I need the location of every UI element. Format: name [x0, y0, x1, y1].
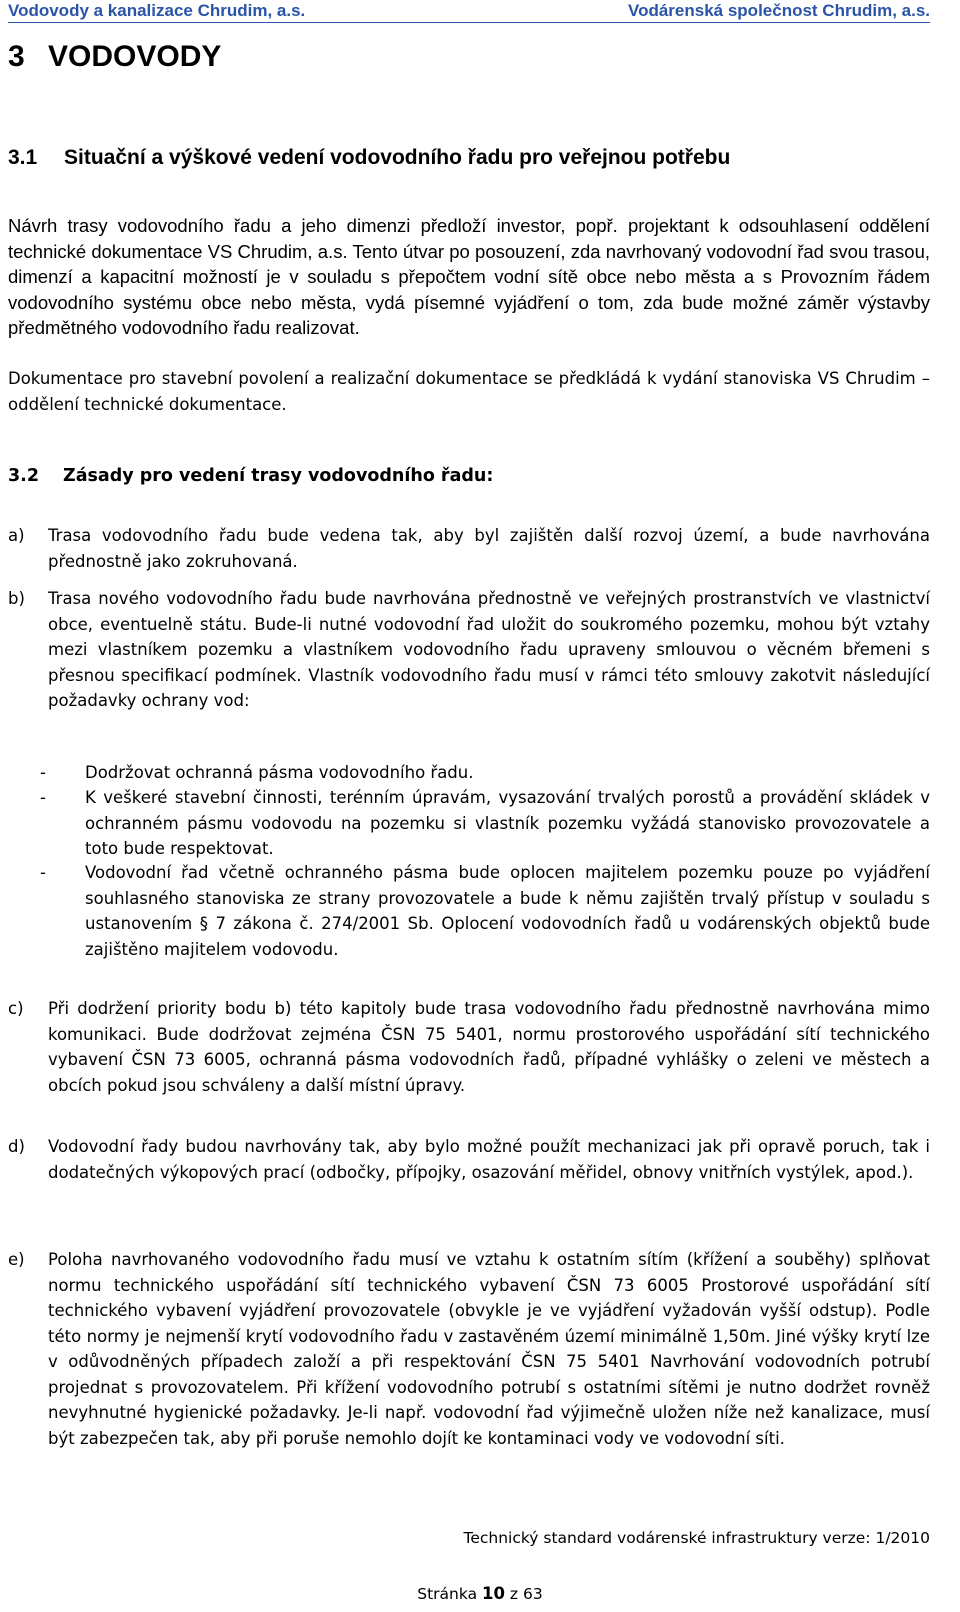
dash-marker: -: [40, 763, 46, 782]
dash-marker: -: [40, 788, 46, 807]
sub-item-text: Vodovodní řad včetně ochranného pásma bude oplocen majitelem pozemku pouze po vyjádření souhlasného stanoviska ze strany provozovatele a bude k němu zajištěn trvalý přístup v souladu s ustanovením § 7 zákona č. 274/2001 Sb. Oplocení vodovodních řadů u vodárenských objektů bude zajištěno majitelem vodovodu.: [85, 863, 930, 959]
list-item-text: Při dodržení priority bodu b) této kapitoly bude trasa vodovodního řadu přednostně navrhována mimo komunikaci. Bude dodržovat zejména ČSN 75 5401, normu prostorového uspořádání sítí technického vybavení ČSN 73 6005, ochranná pásma vodovodních řadů, případné vyhlášky o zeleni ve městech a obcích pokud jsou schváleny a další místní úpravy.: [48, 999, 930, 1095]
page-number: [0, 1584, 960, 1603]
list-item-text: Poloha navrhovaného vodovodního řadu musí ve vztahu k ostatním sítím (křížení a souběhy) splňovat normu technického uspořádání sítí technického vybavení ČSN 73 6005 Prostorové uspořádání sítí technického vybavení vyjádření provozovatele (obvykle je ve vyjádření vyžadován vyšší odstup). Podle této normy je nejmenší krytí vodovodního řadu v zastavěném území minimálně 1,50m. Jiné výšky krytí lze v odůvodněných případech založí a při respektování ČSN 75 5401 Navrhování vodovodních potrubí projednat s provozovatelem. Při křížení vodovodního potrubí s ostatními sítěmi je nutno dodržet rovněž nevyhnutné hygienické požadavky. Je-li např. vodovodní řad výjimečně uložen níže než kanalizace, musí být zabezpečen tak, aby při poruše nemohlo dojít ke kontaminaci vody ve vodovodní síti.: [48, 1250, 930, 1448]
section-3-2-title: Zásady pro vedení trasy vodovodního řadu:: [63, 466, 494, 486]
list-item-c: [8, 996, 930, 1098]
page-separator: z: [509, 1585, 519, 1603]
chapter-title: VODOVODY: [48, 40, 222, 73]
sub-item-2: [40, 785, 930, 862]
page-header: [8, 0, 930, 22]
list-marker: c): [8, 999, 24, 1018]
section-3-1-title: Situační a výškové vedení vodovodního řadu pro veřejnou potřebu: [64, 146, 731, 169]
list-marker: b): [8, 589, 25, 608]
header-rule: [8, 22, 930, 23]
list-item-text: Vodovodní řady budou navrhovány tak, aby bylo možné použít mechanizaci jak při opravě poruch, tak i dodatečných výkopových prací (odbočky, přípojky, osazování měřidel, obnovy vnitřních vystýlek, apod.).: [48, 1137, 930, 1182]
page-total: 63: [523, 1585, 543, 1603]
list-marker: e): [8, 1250, 25, 1269]
list-item-text: Trasa nového vodovodního řadu bude navrhována přednostně ve veřejných prostranstvích ve vlastnictví obce, eventuelně státu. Bude-li nutné vodovodní řad uložit do soukromého pozemku, mohou být vztahy mezi vlastníkem pozemku a vlastníkem vodovodního řadu upraveny smlouvou o věcném břemeni s přesnou specifikací podmínek. Vlastník vodovodního řadu musí v rámci této smlouvy zakotvit následující požadavky ochrany vod:: [48, 589, 930, 710]
section-3-1-paragraph-2: Dokumentace pro stavební povolení a realizační dokumentace se předkládá k vydání stanoviska VS Chrudim – oddělení technické dokumentace.: [8, 369, 930, 414]
chapter-heading: [8, 40, 221, 74]
paragraph-1-arial-part: Návrh trasy vodovodního řadu a jeho dimenzi předloží investor, popř. projektant k odsouhlasení oddělení technické dokumentace VS Chrudim, a.s.: [8, 215, 930, 262]
section-3-2-number: 3.2: [8, 466, 40, 486]
section-3-1-heading: [8, 146, 730, 170]
section-3-2-heading: [8, 466, 493, 486]
list-item-a: [8, 523, 930, 574]
header-company-right: Vodárenská společnost Chrudim, a.s.: [628, 1, 930, 20]
list-marker: a): [8, 526, 25, 545]
list-item-text: Trasa vodovodního řadu bude vedena tak, aby byl zajištěn další rozvoj území, a bude navrhována přednostně jako zokruhovaná.: [48, 526, 930, 571]
page-current: 10: [482, 1584, 505, 1603]
section-3-1-paragraph-1: [8, 213, 930, 341]
section-3-1-number: 3.1: [8, 146, 38, 169]
page-prefix: Stránka: [417, 1585, 478, 1603]
sub-item-3: [40, 860, 930, 962]
chapter-number: 3: [8, 40, 25, 73]
list-item-e: [8, 1247, 930, 1451]
paragraph-1-continuation: Tento útvar po posouzení, zda navrhovaný vodovodní řad svou trasou, dimenzí a kapacitní možností je v souladu s přepočtem vodní sítě obce nebo města a s Provozním řádem vodovodního systému obce nebo města, vydá písemné vyjádření o tom, zda bude možné záměr výstavby předmětného vodovodního řadu realizovat.: [8, 240, 930, 338]
list-item-d: [8, 1134, 930, 1185]
list-item-b: [8, 586, 930, 714]
footer-standard-version: Technický standard vodárenské infrastruktury verze: 1/2010: [463, 1529, 930, 1547]
sub-item-1: [40, 760, 930, 786]
sub-item-text: K veškeré stavební činnosti, terénním úpravám, vysazování trvalých porostů a provádění skládek v ochranném pásmu vodovodu na pozemku si vlastník pozemku vyžádá stanovisko provozovatele a toto bude respektovat.: [85, 788, 930, 858]
header-company-left: Vodovody a kanalizace Chrudim, a.s.: [8, 1, 306, 20]
sub-item-text: Dodržovat ochranná pásma vodovodního řadu.: [85, 763, 474, 782]
list-marker: d): [8, 1137, 25, 1156]
dash-marker: -: [40, 863, 46, 882]
